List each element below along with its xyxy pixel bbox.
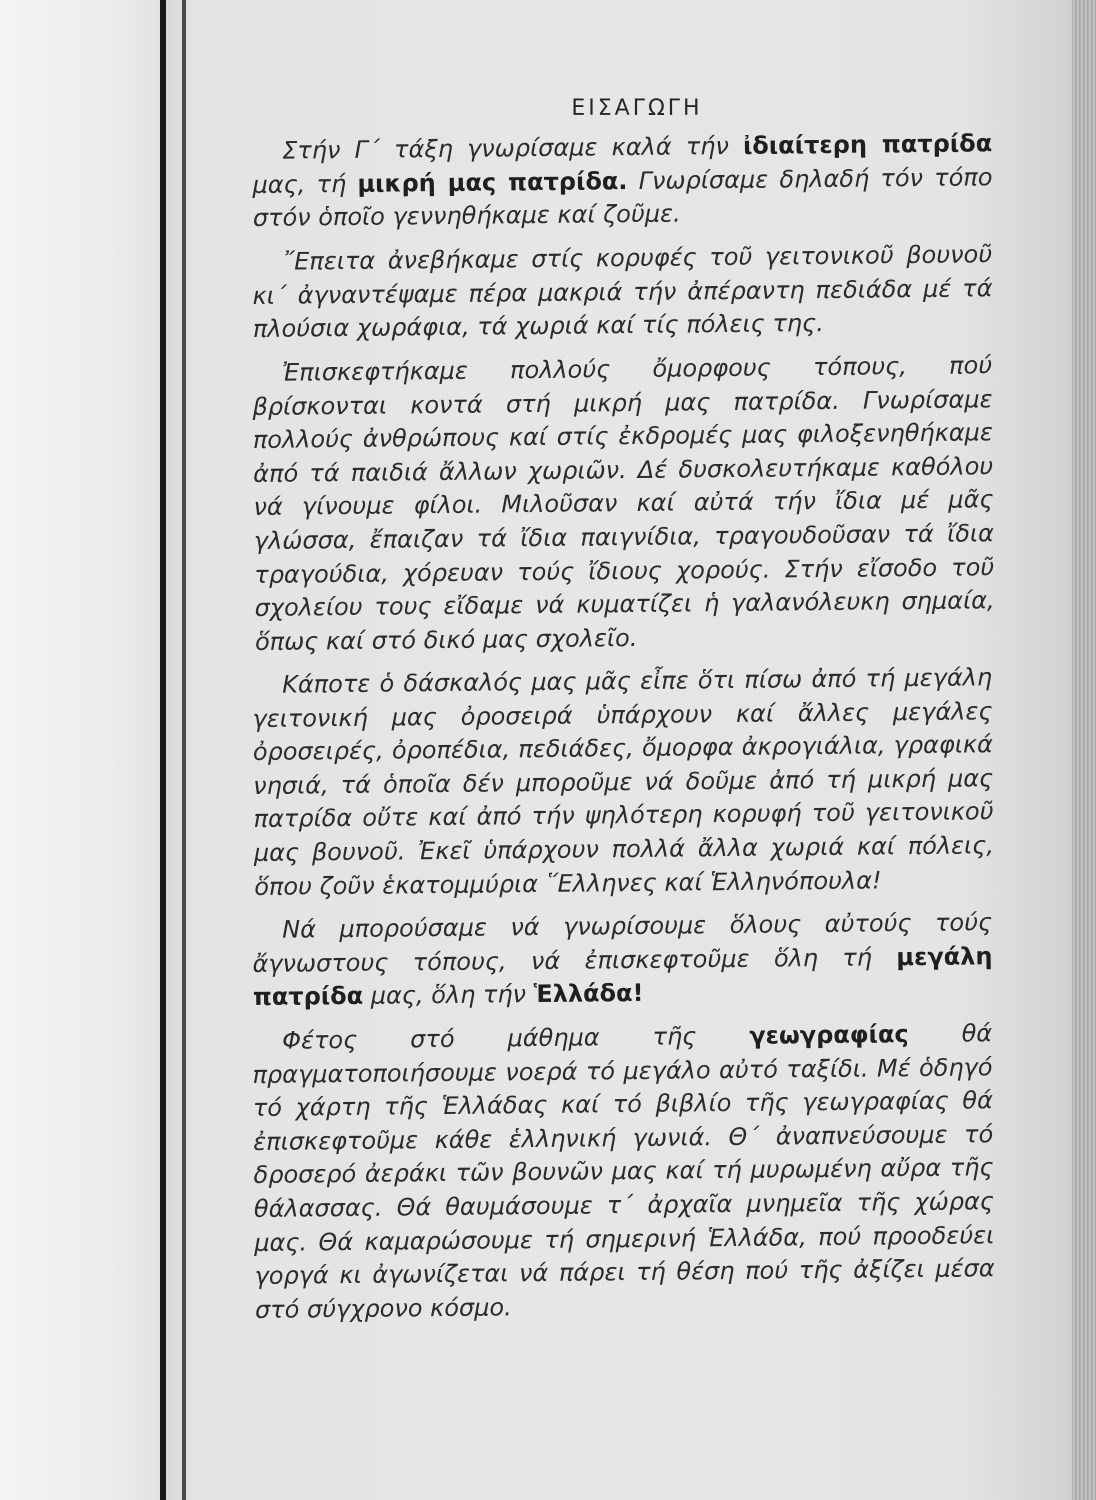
paragraph-6 [252,1017,995,1327]
page-stack-edge [1072,0,1096,1500]
paragraph-6-bold-a: γεωγραφίας [749,1019,909,1050]
paragraph-5-bold-a: μεγάλη πατρίδα [252,941,993,1012]
paragraph-6-text-a: Φέτος στό μάθημα τῆς [282,1021,750,1055]
paragraph-1-text-c: Γνωρίσαμε δηλαδή τόν τόπο στόν ὁποῖο γεννηθήκαμε καί ζοῦμε. [252,162,993,233]
facing-page-margin [0,0,160,1500]
paragraph-5-text-a: Νά μπορούσαμε νά γνωρίσουμε ὅλους αὐτούς τούς ἄγνωστους τόπους, νά ἐπισκεφτοῦμε ὅλη τή [252,908,993,978]
paragraph-1 [252,127,993,236]
page-title: ΕΙΣΑΓΩΓΗ [571,96,703,121]
paragraph-1-bold-a: ἰδιαίτερη πατρίδα [742,129,993,160]
paragraph-1-bold-b: μικρή μας πατρίδα. [357,166,628,198]
book-spine-edge [160,0,166,1500]
paragraph-5 [252,906,993,1015]
paragraph-2: ῎Επειτα ἀνεβήκαμε στίς κορυφές τοῦ γειτονικοῦ βουνοῦ κι΄ ἀγναντέψαμε πέρα μακριά τήν ἀπέραντη πεδιάδα μέ τά πλούσια χωράφια, τά χωριά καί τίς πόλεις της. [252,240,993,343]
page-text [252,96,995,1337]
paragraph-5-bold-b: Ἑλλάδα! [533,979,644,1009]
paragraph-6-text-b: θά πραγματοποιήσουμε νοερά τό μεγάλο αὐτό ταξίδι. Μέ ὁδηγό τό χάρτη τῆς Ἑλλάδας καί τό βιβλίο τῆς γεωγραφίας θά ἐπισκεφτοῦμε κάθε ἑλληνική γωνιά. Θ΄ ἀναπνεύσουμε τό δροσερό ἀεράκι τῶν βουνῶν μας καί τή μυρωμένη αὔρα τῆς θάλασσας. Θά θαυμάσουμε τ΄ ἀρχαῖα μνημεῖα τῆς χώρας μας. Θά καμαρώσουμε τή σημερινή Ἑλλάδα, πού προοδεύει γοργά κι ἀγωνίζεται νά πάρει τή θέση πού τῆς ἀξίζει μέσα στό σύγχρονο κόσμο. [252,1019,995,1324]
paragraph-3: Ἐπισκεφτήκαμε πολλούς ὄμορφους τόπους, πού βρίσκονται κοντά στή μικρή μας πατρίδα. Γνωρίσαμε πολλούς ἀνθρώπους καί στίς ἐκδρομές μας φιλοξενηθήκαμε ἀπό τά παιδιά ἄλλων χωριῶν. Δέ δυσκολευτήκαμε καθόλου νά γίνουμε φίλοι. Μιλοῦσαν καί αὐτά τήν ἴδια μέ μᾶς γλώσσα, ἔπαιζαν τά ἴδια παιγνίδια, τραγουδοῦσαν τά ἴδια τραγούδια, χόρευαν τούς ἴδιους χορούς. Στήν εἴσοδο τοῦ σχολείου τους εἴδαμε νά κυματίζει ἡ γαλανόλευκη σημαία, ὅπως καί στό δικό μας σχολεῖο. [252,350,995,656]
paragraph-1-text-b: μας, τή [252,169,358,199]
paragraph-1-text-a: Στήν Γ΄ τάξη γνωρίσαμε καλά τήν [282,131,744,165]
book-spine-inner-edge [182,0,186,1500]
paragraph-4: Κάποτε ὁ δάσκαλός μας μᾶς εἶπε ὅτι πίσω ἀπό τή μεγάλη γειτονική μας ὀροσειρά ὑπάρχουν καί ἄλλες μεγάλες ὀροσειρές, ὀροπέδια, πεδιάδες, ὄμορφα ἀκρογιάλια, γραφικά νησιά, τά ὁποῖα δέν μποροῦμε νά δοῦμε ἀπό τή μικρή μας πατρίδα οὔτε καί ἀπό τήν ψηλότερη κορυφή τοῦ γειτονικοῦ μας βουνοῦ. Ἐκεῖ ὑπάρχουν πολλά ἄλλα χωριά καί πόλεις, ὅπου ζοῦν ἑκατομμύρια ῞Ελληνες καί Ἑλληνόπουλα! [252,663,995,901]
paragraph-5-text-b: μας, ὅλη τήν [363,980,534,1011]
